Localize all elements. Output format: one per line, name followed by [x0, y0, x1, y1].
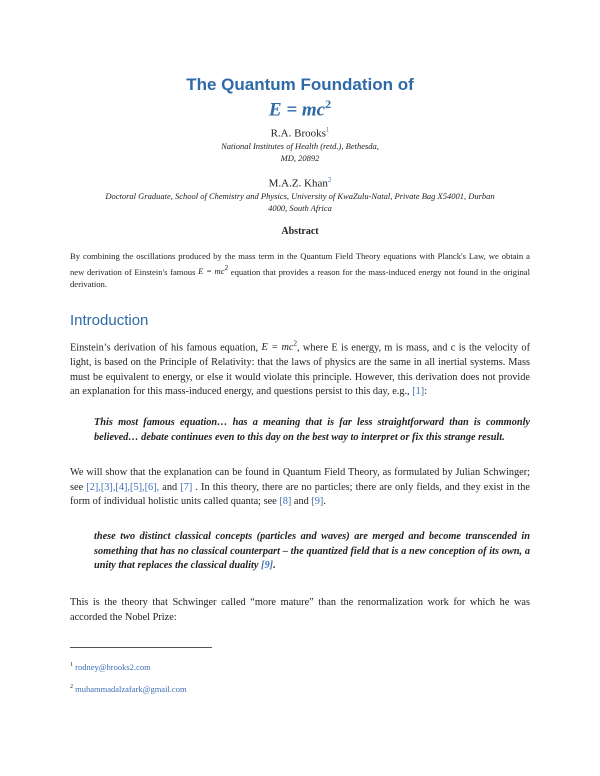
para1-equation [261, 342, 296, 353]
paper-title: The Quantum Foundation of [186, 75, 414, 94]
author-2 [0, 176, 600, 190]
para2-end: . [323, 496, 326, 508]
author-1-name: R.A. Brooks [270, 127, 326, 140]
intro-paragraph-3: This is the theory that Schwinger called “more mature” than the renormalization work for which he was accorded the Nobel Prize: [70, 597, 530, 623]
abstract-part2: equation that provides a reason for the mass-induced energy not found in the original derivation. [70, 266, 530, 289]
author-2-name: M.A.Z. Khan [268, 177, 328, 190]
citation-link-7[interactable]: [7] [180, 481, 193, 493]
author-1-mark: 1 [325, 126, 330, 134]
abstract-equation [198, 266, 228, 276]
author-1-affiliation [0, 140, 600, 164]
quote-1: This most famous equation… has a meaning that is far less straightforward than is commonly believed… debate continues even to this day on the best way to interpret or fix this strange result. [94, 417, 530, 443]
abstract-eq-base: E = mc [198, 266, 225, 277]
footnote-2-email[interactable]: muhammadalzafark@gmail.com [75, 684, 187, 694]
abstract-part1: By combining the oscillations produced by the mass term in the Quantum Field Theory equations with Planck's Law, we obtain a new derivation of Einstein's famous [70, 251, 530, 277]
introduction-heading: Introduction [70, 312, 149, 329]
footnote-1 [70, 662, 151, 672]
quote-2-end: . [273, 560, 276, 572]
citation-link-1[interactable]: [1] [412, 386, 425, 398]
footnote-1-email[interactable]: rodney@brooks2.com [75, 662, 151, 672]
para2-text-c: and [291, 496, 312, 508]
abstract-text [70, 250, 530, 290]
citation-link-9[interactable]: [9] [311, 496, 324, 508]
quote-2 [94, 530, 530, 574]
author-1-affil-line2: MD, 20892 [280, 153, 320, 163]
author-2-affil-line2: 4000, South Africa [268, 203, 332, 213]
para2-and: and [162, 481, 181, 493]
title-equation-base: E = mc [268, 99, 326, 121]
intro-paragraph-2 [70, 466, 530, 510]
quote-2-text: these two distinct classical concepts (particles and waves) are merged and become transcended in something that has no classical counterpart – the quantized field that is a new conception of its own, a unity that replaces the classical duality [94, 531, 530, 572]
para1-text-a: Einstein’s derivation of his famous equation, [70, 342, 262, 354]
footnote-divider [70, 647, 212, 648]
para2-text-b: . In this theory, there are no particles; there are only fields, and they exist in the form of individual holistic units called quanta; see [70, 481, 530, 508]
title-equation [0, 97, 600, 121]
footnote-1-mark: 1 [70, 662, 73, 669]
para1-eq-base: E = mc [261, 342, 294, 354]
para1-end: : [424, 386, 428, 398]
para1-text-b: , where E is energy, m is mass, and c is the velocity of light, is based on the Principle of Relativity: that the laws of physics are the same in all inertial systems. Mass must be equivalent to energy, or else it would violate this principle. However, this derivation does not provide an explanation for this mass-induced energy, and questions persist to this day, e.g., [70, 342, 530, 398]
author-2-affiliation [0, 190, 600, 214]
abstract-heading: Abstract [281, 226, 319, 237]
intro-paragraph-1 [70, 337, 530, 400]
citation-link-9-quote[interactable]: [9] [261, 560, 274, 572]
author-1 [0, 126, 600, 140]
abstract-eq-exponent: 2 [224, 264, 229, 273]
author-1-affil-line1: National Institutes of Health (retd.), Bethesda, [221, 141, 379, 151]
para1-eq-exponent: 2 [293, 340, 297, 348]
citation-link-8[interactable]: [8] [279, 496, 292, 508]
author-2-mark: 2 [327, 176, 332, 184]
title-equation-exponent: 2 [325, 97, 332, 111]
footnote-2-mark: 2 [70, 684, 73, 691]
para2-text-a: We will show that the explanation can be found in Quantum Field Theory, as formulated by Julian Schwinger; see [70, 467, 530, 493]
author-2-affil-line1: Doctoral Graduate, School of Chemistry and Physics, University of KwaZulu-Natal, Private Bag X54001, Durban [105, 191, 495, 201]
footnote-2 [70, 684, 187, 694]
citation-links-2-6[interactable]: [2],[3],[4],[5],[6], [86, 481, 163, 493]
